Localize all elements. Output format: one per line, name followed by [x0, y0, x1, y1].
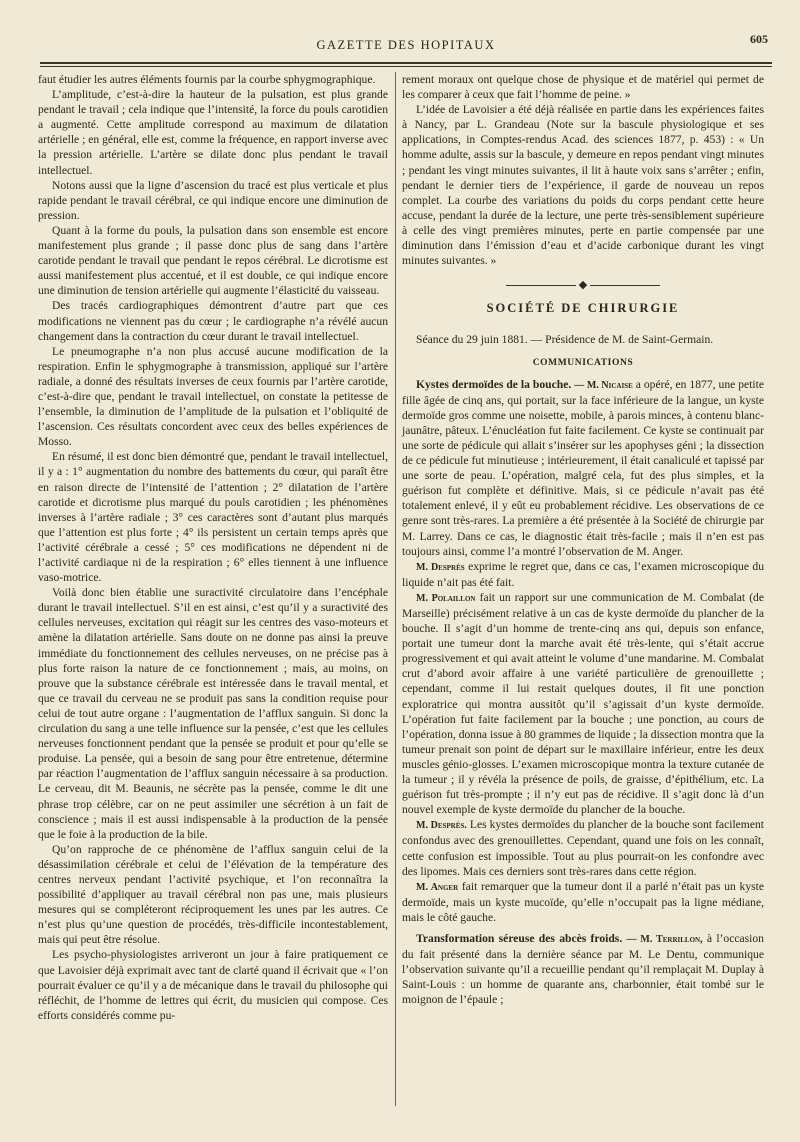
paragraph: Quant à la forme du pouls, la pulsation dans son ensemble est encore manifestement plus grande ; il passe donc plus de sang dans l’artère carotide pendant le travail que pendant le repos cérébral. Le dicrotisme est aussi manifestement plus accentué, et il est double, ce qui indique encore une diminution de tension artérielle qui augmente l’élasticité du vaisseau. — [38, 223, 388, 298]
remark-anger — [402, 879, 764, 925]
journal-title: GAZETTE DES HOPITAUX — [316, 38, 496, 52]
paragraph: En résumé, il est donc bien démontré que, pendant le travail intellectuel, il y a : 1° augmentation du nombre des battements du cœur, qui paraît être en raison directe de l’intensité de l’attention ; 2° dilatation de l’artère carotide et dicrotisme plus marqué du pouls carotidien ; les phénomènes inverses à l’artère radiale ; 3° ces caractères sont d’autant plus marqués que l’attention est plus forte ; 4° ils persistent un certain temps après que l’activité cérébrale a cessé ; 5° ces modifications ne dépendent ni de l’activité cardiaque ni de la respiration ; 6° elles tiennent à une influence vaso-motrice. — [38, 450, 388, 585]
speaker-name: M. Anger — [416, 881, 459, 893]
remark-text: exprime le regret que, dans ce cas, l’examen microscopique du liquide n’ait pas été fait. — [402, 559, 764, 589]
section-title: SOCIÉTÉ DE CHIRURGIE — [486, 301, 680, 316]
remark-text: fait remarquer que la tumeur dont il a parlé n’était pas un kyste dermoïde, mais un kyste mucoïde, qu’elle n’occupait pas la ligne médiane, mais le côté gauche. — [402, 879, 764, 924]
remark-despres — [402, 559, 764, 590]
right-column — [402, 72, 764, 1007]
paragraph: Des tracés cardiographiques démontrent d’autre part que ces modifications ne viennent pas du cœur ; le cardiographe n’a révélé aucun changement dans la contraction du cœur durant le travail intellectuel. — [38, 299, 388, 343]
paragraph: Qu’on rapproche de ce phénomène de l’afflux sanguin celui de la désassimilation cérébrale et celui de l’élévation de la température des centres nerveux pendant l’activité psychique, et l’on reconnaîtra la possibilité d’appliquer au travail cérébral non pas une, mais plusieurs mesures qui se compléteront réciproquement les unes par les autres. Ce n’est plus qu’une question de procédés, très-difficile incontestablement, mais qui peut être résolue. — [38, 842, 388, 947]
speaker-name: M. Desprès — [416, 561, 465, 573]
paragraph: Les psycho-physiologistes arriveront un jour à faire pratiquement ce que Lavoisier déjà exprimait avec tant de clarté quand il écrivait que « l’on pourrait évaluer ce qu’il y a de mécanique dans le travail du philosophe qui réfléchit, de l’homme de lettres qui écrit, du musicien qui compose. Ces efforts considérés comme pu- — [38, 948, 388, 1022]
paragraph: Le pneumographe n’a non plus accusé aucune modification de la respiration. Enfin le sphygmographe à transmission, appliqué sur l’artère radiale, a donné des résultats inverses de ceux fournis par l’artère carotide, c’est-à-dire que, pendant le travail intellectuel, on constate la petitesse de l’ensemble, la diminution de l’amplitude de la pulsation et l’obliquité de l’ascension. Ces résultats concordent avec ceux des belles expériences de Mosso. — [38, 344, 388, 449]
article-text: a opéré, en 1877, une petite fille âgée de cinq ans, qui portait, sur la face inférieure de la langue, un kyste dermoïde gros comme une noisette, mobile, à parois minces, à contenu blanc-jaunâtre, pâteux. L’énucléation fut faite facilement. Ce kyste se continuait par une sorte de pédicule qui allait s’insérer sur les apophyses géni ; la dissection de ce pédicule fut minutieuse ; intérieurement, il était canaliculé et tapissé par une sorte de peau. L’opération, malgré cela, fut des plus simples, et la guérison fut complète et définitive. Mais, si ce pédicule n’avait pas été totalement enlevé, il y eût eu probablement récidive. Les observations de ce genre sont très-rares. La première a été présentée à la Société de chirurgie par M. Larrey. Dans ce cas, le diagnostic était très-facile ; mais il n’en est pas toujours ainsi, comme l’a montré l’observation de M. Anger. — [402, 377, 765, 558]
communication-transformation — [402, 931, 764, 1007]
header-rule-thin — [40, 66, 772, 67]
communication-kystes — [402, 377, 764, 559]
speaker-name: — M. Nicaise — [574, 379, 633, 391]
column-divider — [395, 72, 396, 1106]
paragraph: L’idée de Lavoisier a été déjà réalisée en partie dans les expériences faites à Nancy, par L. Grandeau (Note sur la bascule physiologique et ses applications, in Comptes-rendus Acad. des sciences 1877, p. 453) : « Un homme adulte, assis sur la bascule, y demeure en repos pendant vingt minutes ; pendant les vingt minutes suivantes, il lit à haute voix sans s’arrêter ; enfin, pendant le dernier tiers de l’expérience, il garde de nouveau un repos complet. La courbe des variations du poids du corps pendant cette heure accuse, pendant la durée de la lecture, une perte très-sensiblement supérieure à celle des vingt premières minutes, perte en partie compensée par une diminution dans l’émission d’eau et d’acide carbonique durant les vingt minutes suivantes. » — [402, 103, 764, 268]
section-ornament: ◆ — [402, 278, 764, 293]
paragraph: Notons aussi que la ligne d’ascension du tracé est plus verticale et plus rapide pendant le travail cérébral, ce qui indique encore une diminution de pression. — [38, 178, 388, 222]
paragraph: rement moraux ont quelque chose de physique et de matériel qui permet de les comparer à ceux que fait l’homme de peine. » — [402, 73, 764, 102]
session-line: Séance du 29 juin 1881. — Présidence de M. de Saint-Germain. — [416, 333, 714, 347]
remark-text: Les kystes dermoïdes du plancher de la bouche sont facilement confondus avec des grenouillettes. Cependant, quand une fois on les connaît, cette confusion est impossible. Tout au plus pourrait-on les confondre avec des lipomes. Mais ces derniers sont très-rares dans cette région. — [402, 818, 764, 878]
page-number: 605 — [750, 32, 768, 46]
remark-despres-2 — [402, 817, 764, 878]
left-column — [38, 72, 388, 1023]
report-polaillon — [402, 590, 764, 817]
subsection-heading: COMMUNICATIONS — [532, 357, 634, 368]
paragraph: Voilà donc bien établie une suractivité circulatoire dans l’encéphale durant le travail intellectuel. S’il en est ainsi, c’est qu’il y a suractivité des cellules nerveuses, excitation qui réagit sur les centres des vaso-moteurs et amène la dilatation artérielle. Sans doute on ne donne pas ainsi la preuve immédiate du fonctionnement des cellules nerveuses, on ne précise pas à plus forte raison la nature de ce fonctionnement ; mais, au moins, on prouve que la substance cérébrale est intéressée dans le travail mental, et que ce travail du cerveau ne se produit pas sans la condition requise pour celui de tout autre organe : l’augmentation de l’afflux sanguin. Si donc la circulation du sang a une telle influence sur la pensée, c’est que les cellules nerveuses fonctionnent pendant que la pensée se produit et pour qu’elle se produise. La pensée, qui a besoin de sang pour être entretenue, détermine par réaction l’augmentation de l’afflux sanguin nécessaire à sa production. Le cerveau, dit M. Beaunis, ne sécrète pas la pensée, comme le dit une phrase trop célèbre, car on ne peut assimiler une sécrétion à un fait de conscience ; mais il est aussi indispensable à la production de la pensée que le foie à la production de la bile. — [38, 586, 388, 841]
paragraph: L’amplitude, c’est-à-dire la hauteur de la pulsation, est plus grande pendant le travail ; cela indique que l’intensité, la force du pouls carotidien a augmenté. Cette amplitude correspond au maximum de dilatation artérielle ; en général, elle est, comme la fréquence, en rapport inverse avec la pression artérielle. L’artère se dilate donc plus pendant le travail intellectuel. — [38, 88, 388, 177]
article-title: Kystes dermoïdes de la bouche. — [416, 377, 572, 391]
page-header — [40, 28, 772, 62]
article-title: Transformation séreuse des abcès froids. — [416, 931, 623, 945]
paragraph: faut étudier les autres éléments fournis par la courbe sphygmographique. — [38, 73, 376, 86]
report-text: fait un rapport sur une communication de M. Combalat (de Marseille) précisément relative à un cas de kyste dermoïde du plancher de la bouche. Il s’agit d’un homme de trente-cinq ans qui, depuis son enfance, portait une tumeur dont la marche avait été très-lente, qui s’était accrue progressivement et qui avait atteint le volume d’une mandarine. M. Combalat crut d’abord avoir affaire à une variété particulière de grenouillette ; cependant, comme il lui restait quelques doutes, il fit une ponction exploratrice qui montra aussitôt qu’il s’agissait d’un kyste dermoïde. L’opération fut faite facilement par la bouche ; une ponction, au cours de l’opération, donna issue à 80 grammes de liquide ; la dissection montra que la tumeur prenait son point de départ sur le maxillaire inférieur, entre les deux muscles génio-glosses. L’examen microscopique montra la texture cutanée de la tumeur ; il y révéla la présence de poils, de graisse, d’épithélium, etc. La guérison fut très-prompte ; il n’y eut pas de récidive. Il s’agit donc là d’un nouvel exemple de kyste dermoïde du plancher de la bouche. — [402, 590, 764, 817]
speaker-name: — M. Terrillon, — [626, 933, 703, 945]
speaker-name: M. Desprès. — [416, 820, 467, 832]
article-text: à l’occasion du fait présenté dans la dernière séance par M. Le Dentu, communique l’observation suivante qu’il a recueillie pendant qu’il remplaçait M. Duplay à Saint-Louis : un homme de quarante ans, charbonnier, était tombé sur le moignon de l’épaule ; — [402, 931, 764, 1007]
speaker-name: M. Polaillon — [416, 592, 476, 604]
header-rule-thick — [40, 62, 772, 64]
